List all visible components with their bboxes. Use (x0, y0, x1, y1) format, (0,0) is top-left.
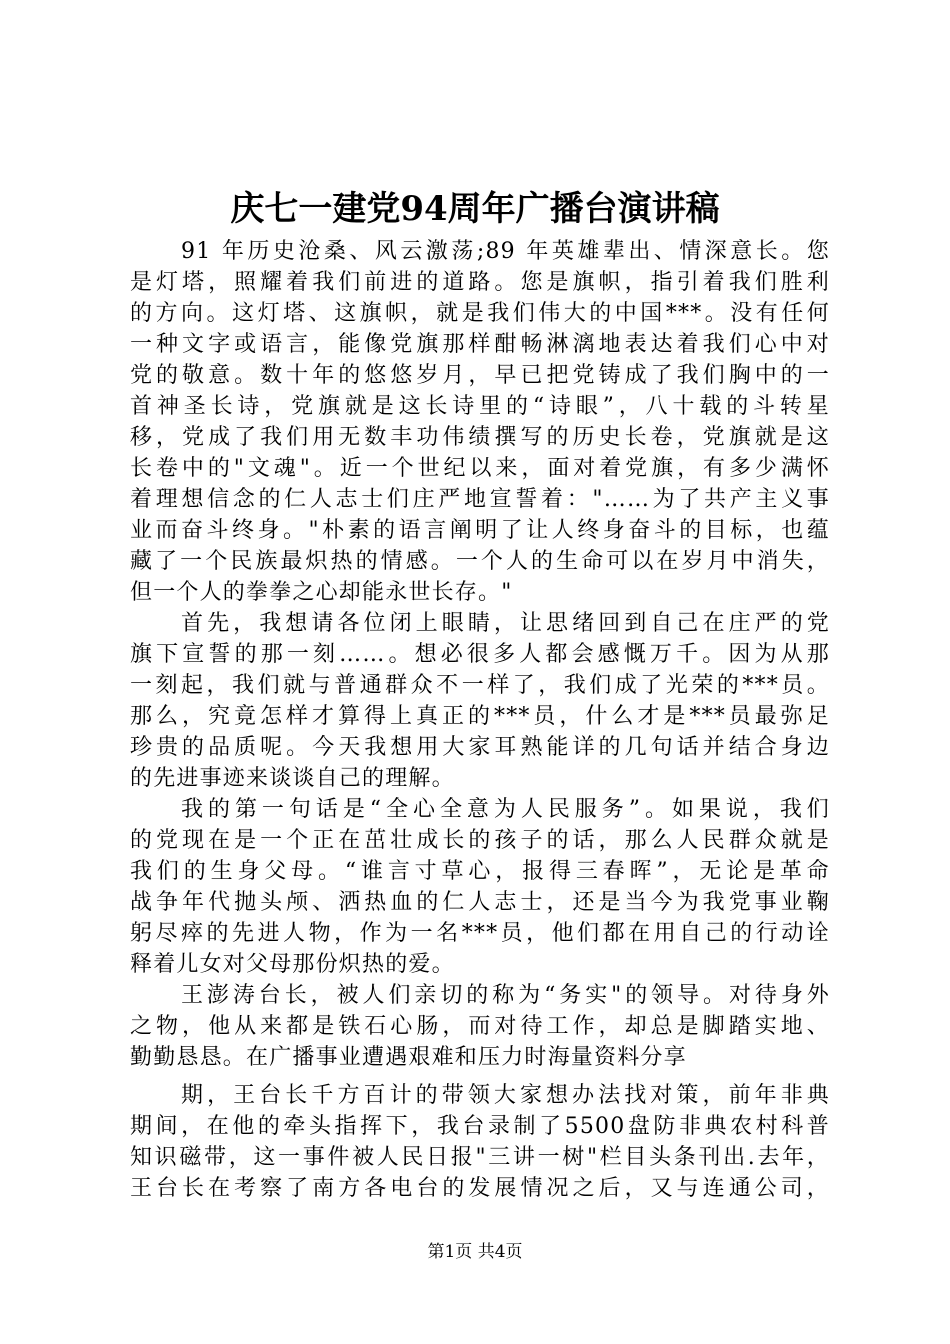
text-line: 的先进事迹来谈谈自己的理解。 (130, 766, 455, 791)
text-line: 是灯塔，照耀着我们前进的道路。您是旗帜，指引着我们胜利 (130, 270, 830, 295)
paragraph (130, 980, 830, 1073)
text-line: 党的敬意。数十年的悠悠岁月，早已把党铸成了我们胸中的一 (130, 363, 830, 388)
text-line: 珍贵的品质呢。今天我想用大家耳熟能详的几句话并结合身边 (130, 735, 830, 760)
text-line: 战争年代抛头颅、洒热血的仁人志士，还是当今为我党事业鞠 (130, 890, 830, 915)
text-line: 一种文字或语言，能像党旗那样酣畅淋漓地表达着我们心中对 (130, 332, 830, 357)
text-line: 那么，究竟怎样才算得上真正的***员，什么才是***员最弥足 (130, 704, 830, 729)
text-line: 释着儿女对父母那份炽热的爱。 (130, 952, 455, 977)
paragraph (130, 236, 830, 608)
paragraph-gap (130, 1073, 830, 1080)
text-line: 王台长在考察了南方各电台的发展情况之后，又与连通公司， (130, 1176, 830, 1201)
text-line: 但一个人的拳拳之心却能永世长存。" (130, 580, 513, 605)
text-line: 的党现在是一个正在茁壮成长的孩子的话，那么人民群众就是 (130, 828, 830, 853)
paragraph (130, 1080, 830, 1204)
text-line: 首神圣长诗，党旗就是这长诗里的“诗眼”，八十载的斗转星 (130, 394, 830, 419)
paragraph (130, 794, 830, 980)
text-line: 我们的生身父母。“谁言寸草心，报得三春晖”，无论是革命 (130, 859, 830, 884)
text-line: 的方向。这灯塔、这旗帜，就是我们伟大的中国***。没有任何 (130, 301, 830, 326)
page-footer: 第1页 共4页 (427, 1242, 523, 1262)
text-line: 旗下宣誓的那一刻……。想必很多人都会感慨万千。因为从那 (130, 642, 830, 667)
text-line: 勤勤恳恳。在广播事业遭遇艰难和压力时海量资料分享 (130, 1045, 687, 1070)
text-line: 一刻起，我们就与普通群众不一样了，我们成了光荣的***员。 (130, 673, 830, 698)
text-line: 首先，我想请各位闭上眼睛，让思绪回到自己在庄严的党 (181, 611, 830, 636)
paragraph (130, 608, 830, 794)
text-line: 知识磁带，这一事件被人民日报"三讲一树"栏目头条刊出.去年， (130, 1145, 830, 1170)
document-title: 庆七一建党94周年广播台演讲稿 (230, 189, 720, 229)
text-line: 躬尽瘁的先进人物，作为一名***员，他们都在用自己的行动诠 (130, 921, 830, 946)
text-line: 91 年历史沧桑、风云激荡;89 年英雄辈出、情深意长。您 (181, 239, 830, 264)
text-line: 长卷中的"文魂"。近一个世纪以来，面对着党旗，有多少满怀 (130, 456, 830, 481)
text-line: 期间，在他的牵头指挥下，我台录制了5500盘防非典农村科普 (130, 1114, 830, 1139)
text-line: 业而奋斗终身。"朴素的语言阐明了让人终身奋斗的目标，也蕴 (130, 518, 830, 543)
text-line: 藏了一个民族最炽热的情感。一个人的生命可以在岁月中消失， (130, 549, 830, 574)
text-line: 期，王台长千方百计的带领大家想办法找对策，前年非典 (181, 1083, 830, 1108)
document-body (130, 236, 830, 1204)
text-line: 移，党成了我们用无数丰功伟绩撰写的历史长卷，党旗就是这 (130, 425, 830, 450)
text-line: 之物，他从来都是铁石心肠，而对待工作，却总是脚踏实地、 (130, 1014, 830, 1039)
text-line: 王澎涛台长，被人们亲切的称为“务实"的领导。对待身外 (181, 983, 830, 1008)
text-line: 着理想信念的仁人志士们庄严地宣誓着："……为了共产主义事 (130, 487, 830, 512)
text-line: 我的第一句话是“全心全意为人民服务”。如果说，我们 (181, 797, 830, 822)
